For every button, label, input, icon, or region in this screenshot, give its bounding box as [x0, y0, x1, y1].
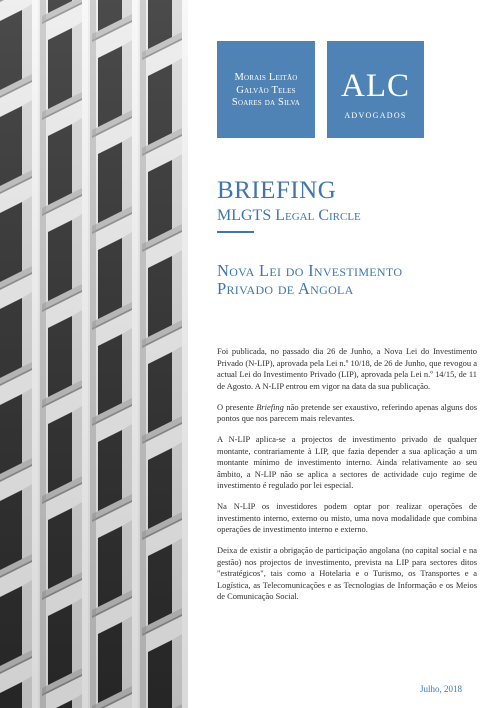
title-divider — [217, 231, 254, 233]
paragraph-3: A N-LIP aplica-se a projectos de investimento privado de qualquer montante, contrariamente à LIP, que fazia depender a sua aplicação a um montante mínimo de investimento interno. Ainda relativamente ao seu âmbito, a N-LIP não se aplica a sectores de actividade cujo regime de investimento é regulado por lei especial. — [217, 434, 477, 490]
mlgts-logo-line-1: Morais Leitão — [234, 72, 298, 83]
paragraph-2-end: não pretende ser exaustivo, referindo apenas alguns dos pontos que nos parecem mais relevantes. — [217, 401, 477, 423]
alc-logo-sub: ADVOGADOS — [344, 111, 407, 120]
paragraph-5: Deixa de existir a obrigação de participação angolana (no capital social e na gestão) nos projectos de investimento, prevista na LIP para sectores ditos "estratégicos", tais como a Hotelaria e o Turismo, os Transportes e a Logística, as Telecomunicações e as Tecnologias de Informação e os Meios de Comunicação Social. — [217, 545, 477, 601]
briefing-subtitle: MLGTS Legal Circle — [217, 207, 361, 224]
paragraph-2-italic: Briefing — [256, 401, 284, 412]
article-title — [217, 262, 477, 298]
mlgts-logo-line-3: Soares da Silva — [231, 97, 301, 108]
alc-logo-main: ALC — [341, 68, 410, 104]
mlgts-logo — [217, 41, 315, 138]
alc-logo — [327, 41, 424, 138]
paragraph-2-start: O presente — [217, 401, 257, 412]
paragraph-4: Na N-LIP os investidores podem optar por realizar operações de investimento interno, externo ou misto, uma nova modalidade que combina operações de investimento interno e externo. — [217, 501, 477, 534]
paragraph-2 — [217, 402, 477, 425]
article-title-line-1: Nova Lei do Investimento — [217, 261, 403, 280]
paragraph-1: Foi publicada, no passado dia 26 de Junho, a Nova Lei do Investimento Privado (N-LIP), aprovada pela Lei n.º 10/18, de 26 de Junho, que revogou a actual Lei do Investimento Privado (LIP), aprovada pela Lei n.º 14/15, de 11 de Agosto. A N-LIP entrou em vigor na data da sua publicação. — [217, 346, 477, 391]
publication-date: Julho, 2018 — [419, 684, 462, 694]
article-title-line-2: Privado de Angola — [217, 279, 354, 298]
cover-building-photo — [0, 0, 188, 708]
article-body — [217, 346, 477, 612]
briefing-title: BRIEFING — [217, 177, 337, 204]
mlgts-logo-text — [217, 72, 315, 110]
mlgts-logo-line-2: Galvão Teles — [236, 84, 296, 96]
